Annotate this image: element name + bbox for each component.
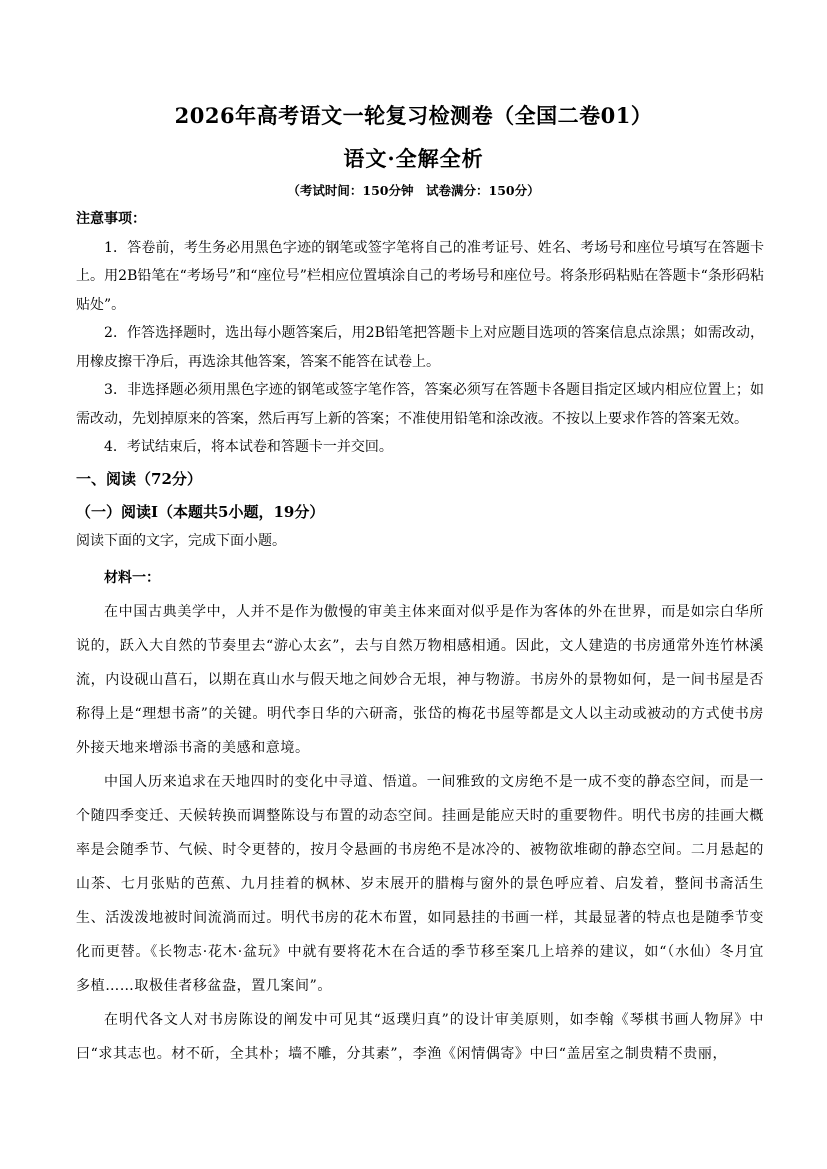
- document-body: [76, 205, 764, 1071]
- notice-item-2: 2．作答选择题时，选出每小题答案后，用2B铅笔把答题卡上对应题目选项的答案信息点涂黑；如需改动，用橡皮擦干净后，再选涂其他答案，答案不能答在试卷上。: [76, 325, 764, 370]
- notice-item-4: 4．考试结束后，将本试卷和答题卡一并交回。: [104, 439, 393, 455]
- notice-item-3: 3．非选择题必须用黑色字迹的钢笔或签字笔作答，答案必须写在答题卡各题目指定区域内相应位置上；如需改动，先划掉原来的答案，然后再写上新的答案；不准使用铅笔和涂改液。不按以上要求作答的答案无效。: [76, 382, 764, 427]
- notice-heading: 注意事项：: [76, 211, 146, 227]
- material-paragraph-2: 中国人历来追求在天地四时的变化中寻道、悟道。一间雅致的文房绝不是一成不变的静态空间，而是一个随四季变迁、天候转换而调整陈设与布置的动态空间。挂画是能应天时的重要物件。明代书房的挂画大概率是会随季节、气候、时令更替的，按月令悬画的书房绝不是冰冷的、被物欲堆砌的静态空间。二月悬起的山茶、七月张贴的芭蕉、九月挂着的枫林、岁末展开的腊梅与窗外的景色呼应着、启发着，整间书斋活生生、活泼泼地被时间流淌而过。明代书房的花木布置，如同悬挂的书画一样，其最显著的特点也是随季节变化而更替。《长物志·花木·盆玩》中就有要将花木在合适的季节移至案几上培养的建议，如“（水仙）冬月宜多植……取极佳者移盆盎，置几案间”。: [76, 774, 764, 994]
- reading-instruction: 阅读下面的文字，完成下面小题。: [76, 532, 286, 549]
- document-subtitle: 语文·全解全析: [343, 146, 484, 171]
- section-heading: 一、阅读（72分）: [76, 469, 202, 488]
- material-label: 材料一：: [104, 570, 160, 586]
- document-title: 2026年高考语文一轮复习检测卷（全国二卷01）: [174, 103, 653, 128]
- exam-info: （考试时间：150分钟 试卷满分：150分）: [287, 183, 540, 198]
- notice-item-1: 1．答卷前，考生务必用黑色字迹的钢笔或签字笔将自己的准考证号、姓名、考场号和座位号填写在答题卡上。用2B铅笔在“考场号”和“座位号”栏相应位置填涂自己的考场号和座位号。将条形码粘贴在答题卡“条形码粘贴处”。: [76, 239, 764, 313]
- material-paragraph-3: 在明代各文人对书房陈设的阐发中可见其“返璞归真”的设计审美原则，如李翰《琴棋书画人物屏》中曰“求其志也。材不斫，全其朴；墙不雕，分其素”，李渔《闲情偶寄》中曰“盖居室之制贵精不贵丽，: [76, 1012, 764, 1062]
- material-paragraph-1: 在中国古典美学中，人并不是作为傲慢的审美主体来面对似乎是作为客体的外在世界，而是如宗白华所说的，跃入大自然的节奏里去“游心太玄”，去与自然万物相感相通。因此，文人建造的书房通常外连竹林溪流，内设砚山菖石，以期在真山水与假天地之间妙合无垠，神与物游。书房外的景物如何，是一间书屋是否称得上是“理想书斋”的关键。明代李日华的六研斋，张岱的梅花书屋等都是文人以主动或被动的方式使书房外接天地来增添书斋的美感和意境。: [76, 604, 764, 756]
- part-heading: （一）阅读Ⅰ（本题共5小题，19分）: [76, 502, 325, 521]
